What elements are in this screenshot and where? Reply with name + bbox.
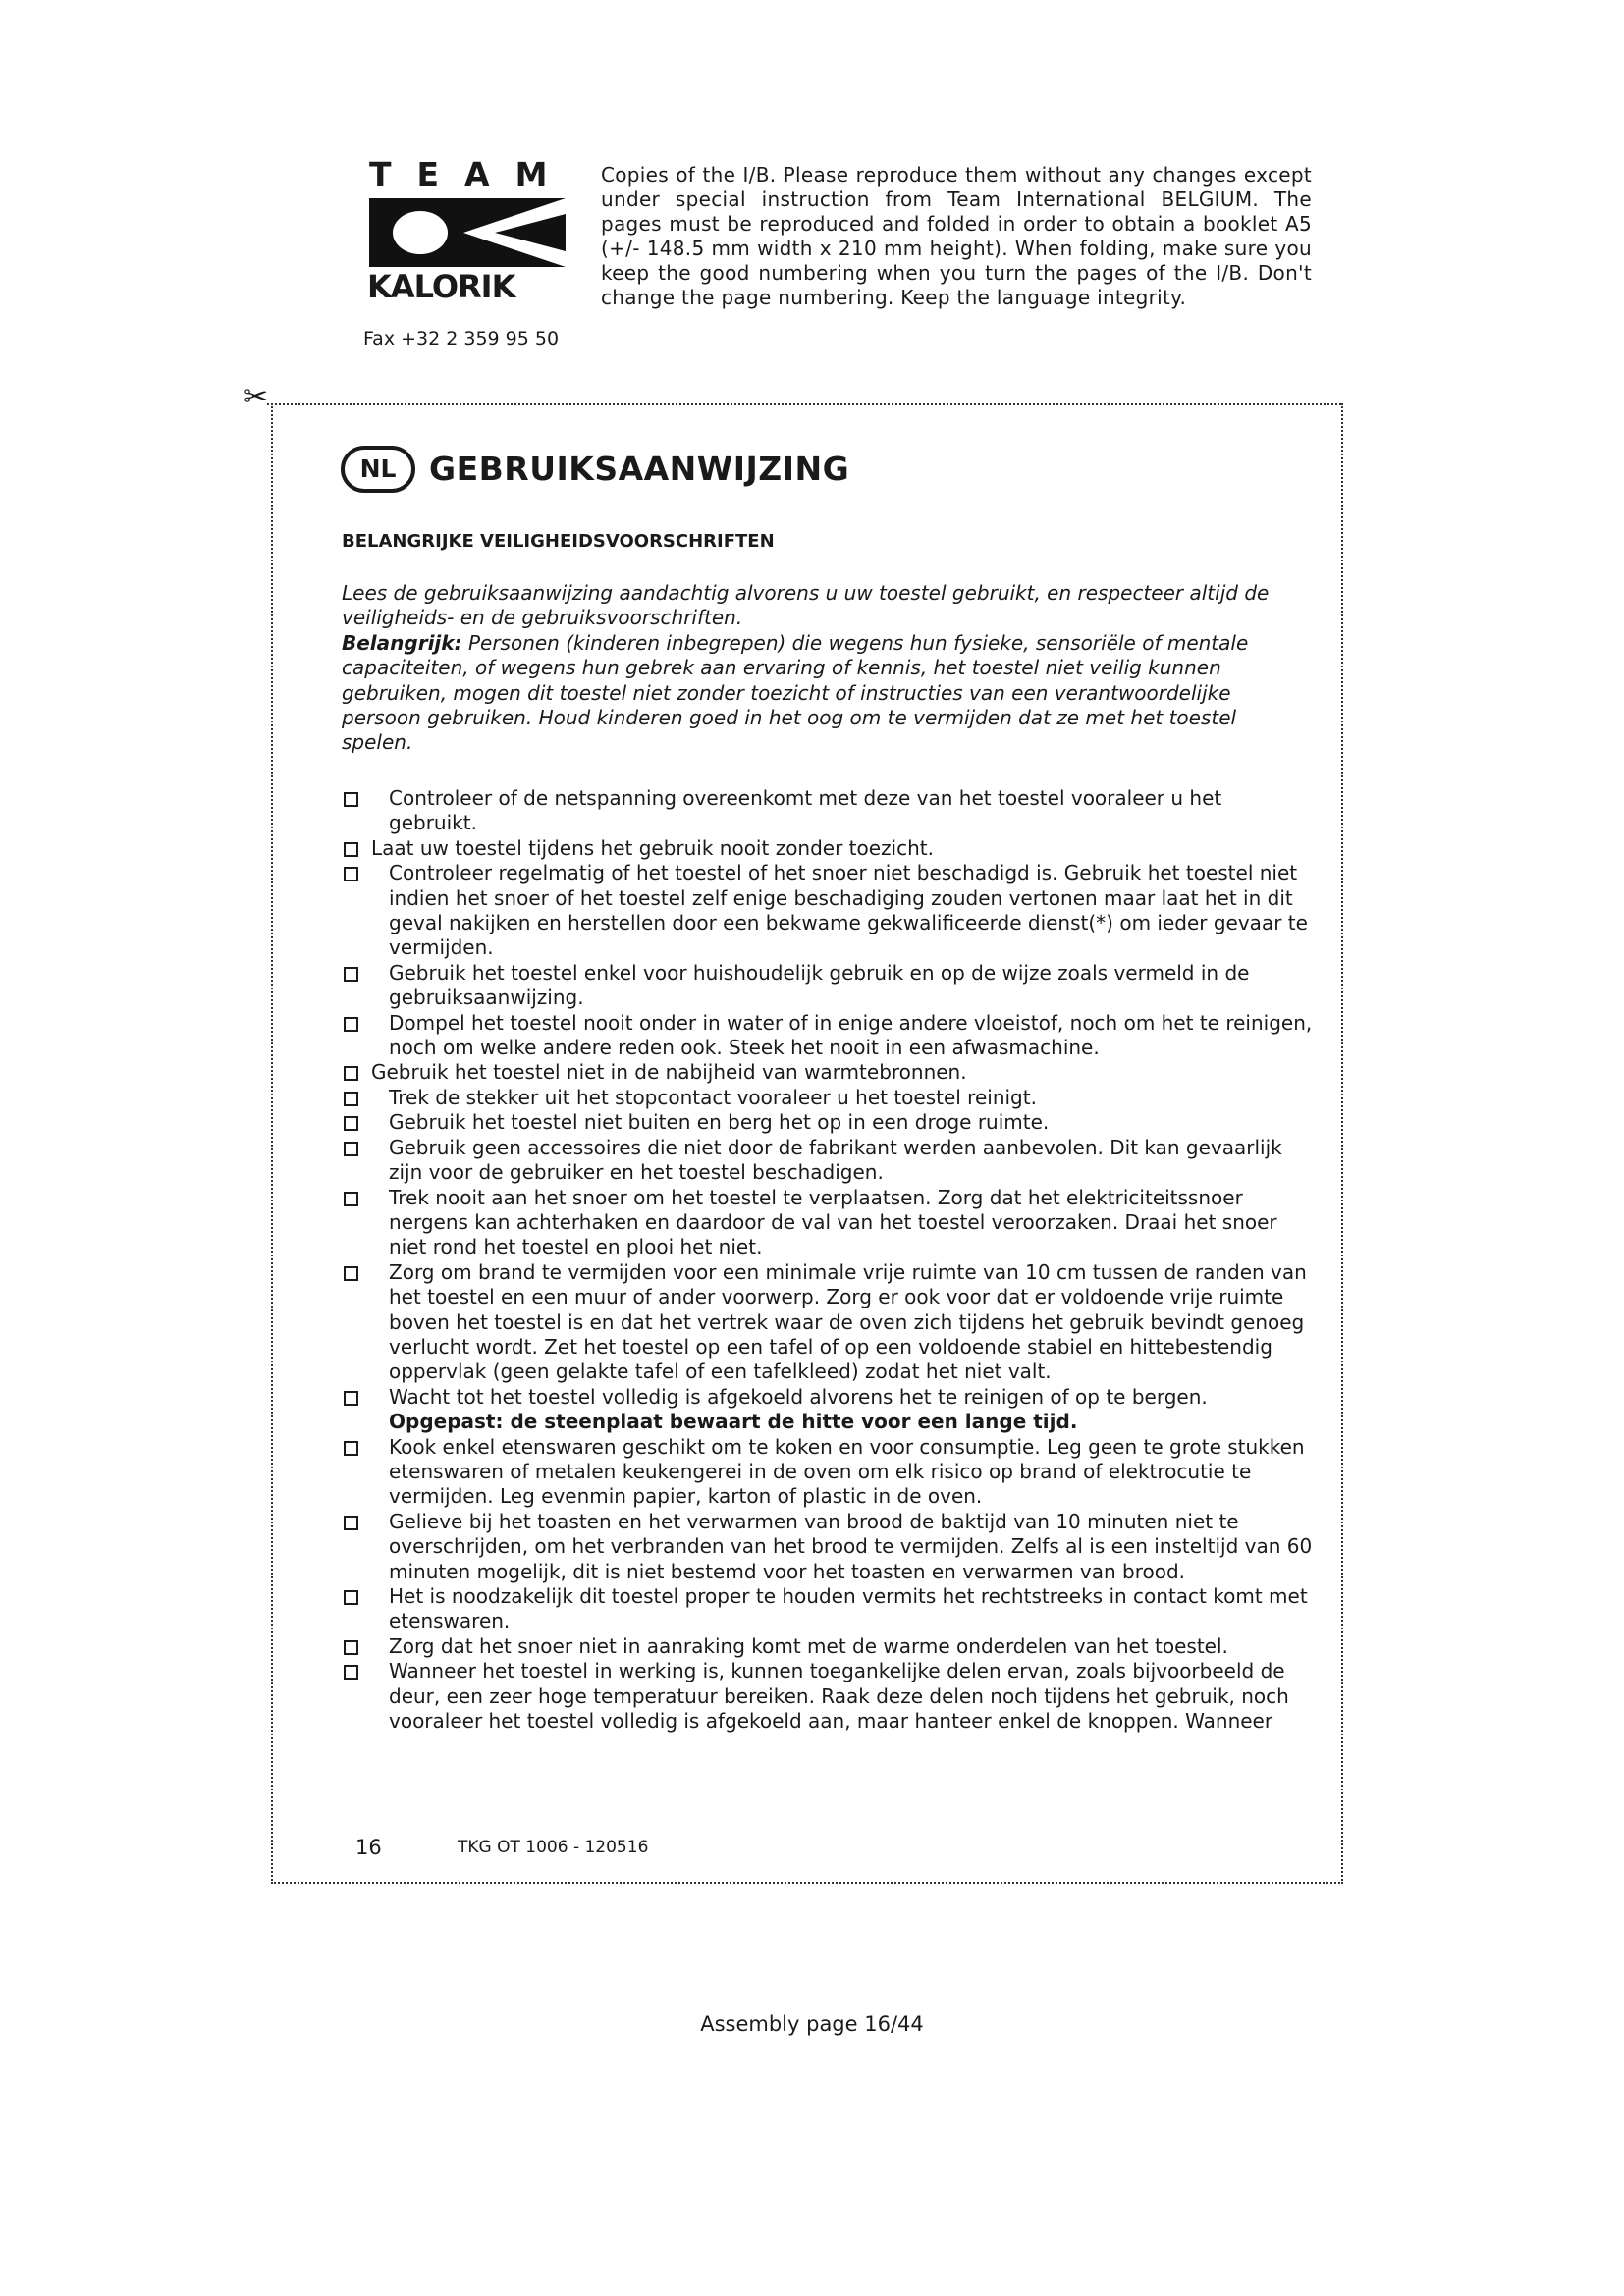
language-badge: NL xyxy=(341,446,415,493)
list-item xyxy=(342,1086,1314,1110)
rule-text: Wacht tot het toestel volledig is afgekoeld alvorens het te reinigen of op te bergen. xyxy=(389,1384,1208,1409)
list-item xyxy=(342,1435,1314,1510)
list-item xyxy=(342,861,1314,961)
kalorik-k-logo-icon xyxy=(369,198,566,267)
list-item xyxy=(342,1186,1314,1260)
list-item xyxy=(342,961,1314,1011)
checkbox-icon xyxy=(344,1192,358,1206)
checkbox-icon xyxy=(344,1516,358,1530)
page-number: 16 xyxy=(355,1836,382,1859)
checkbox-icon xyxy=(344,842,358,857)
rule-text: Gelieve bij het toasten en het verwarmen van brood de baktijd van 10 minuten niet te overschrijden, om het verbranden van het brood te vermijden. Zelfs al is een insteltijd van 60 minuten mogelijk, dit is niet bestemd voor het toasten en verwarmen van brood. xyxy=(389,1509,1313,1583)
list-item xyxy=(342,1584,1314,1634)
scissors-icon: ✂ xyxy=(244,380,269,414)
checkbox-icon xyxy=(344,792,358,807)
list-item xyxy=(342,836,1314,861)
checkbox-icon xyxy=(344,1391,358,1406)
checkbox-icon xyxy=(344,1441,358,1456)
checkbox-icon xyxy=(344,1017,358,1032)
rule-text: Kook enkel etenswaren geschikt om te koken en voor consumptie. Leg geen te grote stukken etenswaren of metalen keukengerei in de oven om elk risico op brand of elektrocutie te vermijden. Leg evenmin papier, karton of plastic in de oven. xyxy=(389,1434,1305,1509)
checkbox-icon xyxy=(344,1266,358,1281)
rule-text: Wanneer het toestel in werking is, kunnen toegankelijke delen ervan, zoals bijvoorbeeld de deur, een zeer hoge temperatuur bereiken. Raak deze delen noch tijdens het gebruik, noch vooraleer het toestel volledig is afgekoeld aan, maar hanteer enkel de knoppen. Wanneer xyxy=(389,1659,1289,1734)
rule-text: Dompel het toestel nooit onder in water of in enige andere vloeistof, noch om het te reinigen, noch om welke andere reden ook. Steek het nooit in een afwasmachine. xyxy=(389,1010,1313,1060)
list-item xyxy=(342,1385,1314,1435)
safety-heading: BELANGRIJKE VEILIGHEIDSVOORSCHRIFTEN xyxy=(342,531,775,552)
list-item xyxy=(342,1260,1314,1385)
checkbox-icon xyxy=(344,967,358,982)
rule-text: Gebruik het toestel enkel voor huishoudelijk gebruik en op de wijze zoals vermeld in de gebruiksaanwijzing. xyxy=(389,960,1250,1010)
intro-paragraph: Lees de gebruiksaanwijzing aandachtig alvorens u uw toestel gebruikt, en respecteer altijd de veiligheids- en de gebruiksvoorschriften. xyxy=(342,581,1270,630)
logo-brand-text: KALORIK xyxy=(367,268,515,305)
intro-text xyxy=(342,581,1299,756)
list-item xyxy=(342,1634,1314,1659)
list-item xyxy=(342,1011,1314,1061)
list-item xyxy=(342,1659,1314,1734)
checkbox-icon xyxy=(344,1092,358,1106)
important-label: Belangrijk: xyxy=(342,630,462,655)
rule-text: Trek de stekker uit het stopcontact vooraleer u het toestel reinigt. xyxy=(389,1085,1037,1109)
rule-text: Het is noodzakelijk dit toestel proper te houden vermits het rechtstreeks in contact komt met etenswaren. xyxy=(389,1584,1308,1633)
copy-instructions: Copies of the I/B. Please reproduce them without any changes except under special instruction from Team International BELGIUM. The pages must be reproduced and folded in order to obtain a booklet A5 (+/- 148.5 mm width x 210 mm height). When folding, make sure you keep the good numbering when you turn the pages of the I/B. Don't change the page numbering. Keep the language integrity. xyxy=(601,163,1312,309)
checkbox-icon xyxy=(344,1640,358,1655)
rule-text: Gebruik het toestel niet buiten en berg het op in een droge ruimte. xyxy=(389,1110,1050,1135)
rule-text: Zorg om brand te vermijden voor een minimale vrije ruimte van 10 cm tussen de randen van het toestel en een muur of ander voorwerp. Zorg er ook voor dat er voldoende vrije ruimte boven het toestel is en dat het vertrek waar de oven zich tijdens het gebruik bevindt genoeg verlucht wordt. Zet het toestel op een tafel of op een voldoende stabiel en hittebestendig oppervlak (geen gelakte tafel of een tafelkleed) zodat het niet valt. xyxy=(389,1259,1307,1384)
page-title: GEBRUIKSAANWIJZING xyxy=(429,450,850,488)
list-item xyxy=(342,1060,1314,1085)
list-item xyxy=(342,786,1314,836)
checkbox-icon xyxy=(344,867,358,881)
rule-text: Gebruik geen accessoires die niet door de fabrikant werden aanbevolen. Dit kan gevaarlijk zijn voor de gebruiker en het toestel beschadigen. xyxy=(389,1135,1282,1185)
checkbox-icon xyxy=(344,1066,358,1081)
important-paragraph xyxy=(342,631,1299,756)
fax-number: Fax +32 2 359 95 50 xyxy=(363,328,560,349)
rule-text: Controleer of de netspanning overeenkomt met deze van het toestel vooraleer u het gebruikt. xyxy=(389,786,1222,835)
team-kalorik-logo xyxy=(367,155,573,314)
rule-text: Laat uw toestel tijdens het gebruik nooit zonder toezicht. xyxy=(371,835,934,860)
logo-team-text: TEAM xyxy=(369,155,573,193)
list-item xyxy=(342,1510,1314,1584)
checkbox-icon xyxy=(344,1665,358,1680)
important-text: Personen (kinderen inbegrepen) die wegens hun fysieke, sensoriële of mentale capaciteiten, of wegens hun gebrek aan ervaring of kennis, het toestel niet veilig kunnen gebruiken, mogen dit toestel niet zonder toezicht of instructies van een verantwoordelijke persoon gebruiken. Houd kinderen goed in het oog om te vermijden dat ze met het toestel spelen. xyxy=(342,630,1249,755)
list-item xyxy=(342,1136,1314,1186)
rule-text: Gebruik het toestel niet in de nabijheid van warmtebronnen. xyxy=(371,1060,967,1085)
list-item xyxy=(342,1110,1314,1135)
rule-text: Trek nooit aan het snoer om het toestel te verplaatsen. Zorg dat het elektriciteitssnoer nergens kan achterhaken en daardoor de val van het toestel veroorzaken. Draai het snoer niet rond het toestel en plooi het niet. xyxy=(389,1185,1277,1259)
checkbox-icon xyxy=(344,1142,358,1156)
rule-text: Zorg dat het snoer niet in aanraking komt met de warme onderdelen van het toestel. xyxy=(389,1633,1228,1658)
safety-rules-list xyxy=(342,786,1314,1734)
checkbox-icon xyxy=(344,1116,358,1131)
checkbox-icon xyxy=(344,1590,358,1605)
model-code: TKG OT 1006 - 120516 xyxy=(458,1838,649,1857)
rule-text: Controleer regelmatig of het toestel of het snoer niet beschadigd is. Gebruik het toestel niet indien het snoer of het toestel zelf enige beschadiging zouden vertonen maar laat het in dit geval nakijken en herstellen door een bekwame gekwalificeerde dienst(*) om ieder gevaar te vermijden. xyxy=(389,861,1308,960)
hot-stone-warning: Opgepast: de steenplaat bewaart de hitte voor een lange tijd. xyxy=(389,1410,1078,1434)
assembly-page-label: Assembly page 16/44 xyxy=(700,2012,924,2036)
